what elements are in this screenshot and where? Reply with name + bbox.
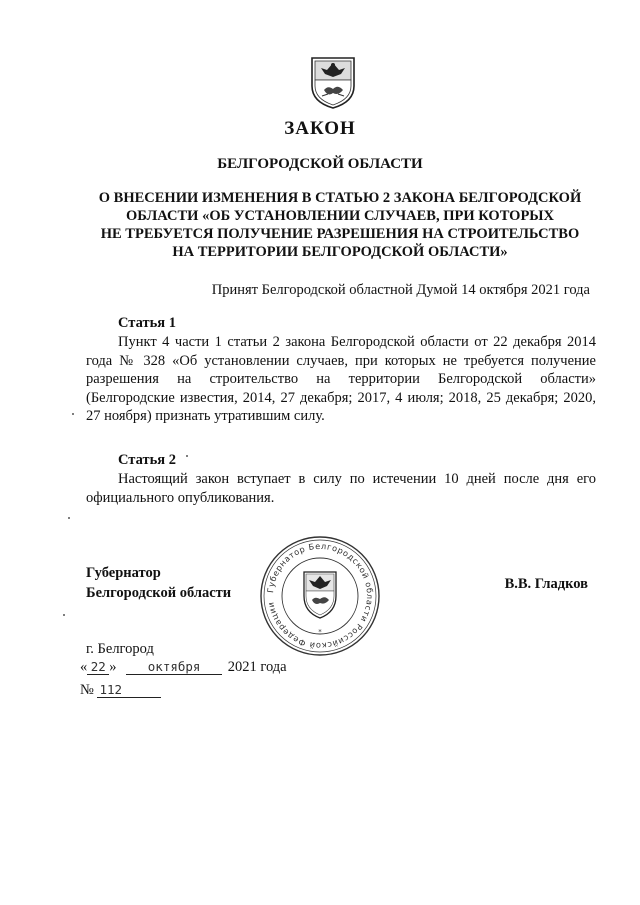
heading-line: ОБЛАСТИ «ОБ УСТАНОВЛЕНИИ СЛУЧАЕВ, ПРИ КОТОРЫХ	[125, 208, 555, 224]
scan-speck	[186, 455, 188, 457]
official-seal-stamp	[258, 534, 382, 658]
signatory-position	[86, 563, 231, 603]
heading-line: НЕ ТРЕБУЕТСЯ ПОЛУЧЕНИЕ РАЗРЕШЕНИЯ НА СТРОИТЕЛЬСТВО	[100, 226, 580, 242]
date-year: 2021 года	[227, 659, 287, 675]
position-line-2: Белгородской области	[86, 585, 232, 601]
number-value: 112	[97, 682, 161, 698]
date-close-quote: »	[109, 659, 117, 675]
scan-speck	[63, 614, 65, 616]
date-day: 22	[87, 659, 109, 675]
svg-text:*: *	[318, 628, 322, 636]
signatory-name: В.В. Гладков	[504, 576, 588, 592]
document-title: ЗАКОН	[284, 118, 356, 139]
date-month: октября	[126, 659, 222, 675]
signing-date	[80, 659, 287, 676]
heading-line: О ВНЕСЕНИИ ИЗМЕНЕНИЯ В СТАТЬЮ 2 ЗАКОНА БЕЛГОРОДСКОЙ	[98, 190, 582, 206]
coat-of-arms-emblem	[302, 50, 364, 112]
date-open-quote: «	[80, 659, 88, 675]
document-subtitle: БЕЛГОРОДСКОЙ ОБЛАСТИ	[217, 156, 423, 172]
article-1-text: Пункт 4 части 1 статьи 2 закона Белгородской области от 22 декабря 2014 года № 328 «Об установлении случаев, при которых не требуется получение разрешения на строительство на территории Белгородской области» (Белгородские известия, 2014, 27 декабря; 2017, 4 июля; 2018, 25 декабря; 2020, 27 ноября) признать утратившим силу.	[86, 334, 596, 424]
article-1-title: Статья 1	[118, 315, 176, 331]
scan-speck	[72, 413, 74, 415]
number-label: №	[80, 682, 94, 698]
law-number	[80, 682, 161, 699]
heading-line: НА ТЕРРИТОРИИ БЕЛГОРОДСКОЙ ОБЛАСТИ»	[172, 244, 508, 260]
article-2-title: Статья 2	[118, 452, 176, 468]
svg-text:Губернатор Белгородской област: Губернатор Белгородской области Российской Федерации	[265, 540, 376, 652]
article-2-text: Настоящий закон вступает в силу по истечении 10 дней после дня его официального опубликования.	[86, 471, 596, 506]
adoption-note: Принят Белгородской областной Думой 14 октября 2021 года	[211, 282, 590, 298]
position-line-1: Губернатор	[86, 565, 161, 581]
law-heading	[80, 189, 600, 261]
city-of-signing: г. Белгород	[86, 641, 154, 657]
scan-speck	[68, 517, 70, 519]
